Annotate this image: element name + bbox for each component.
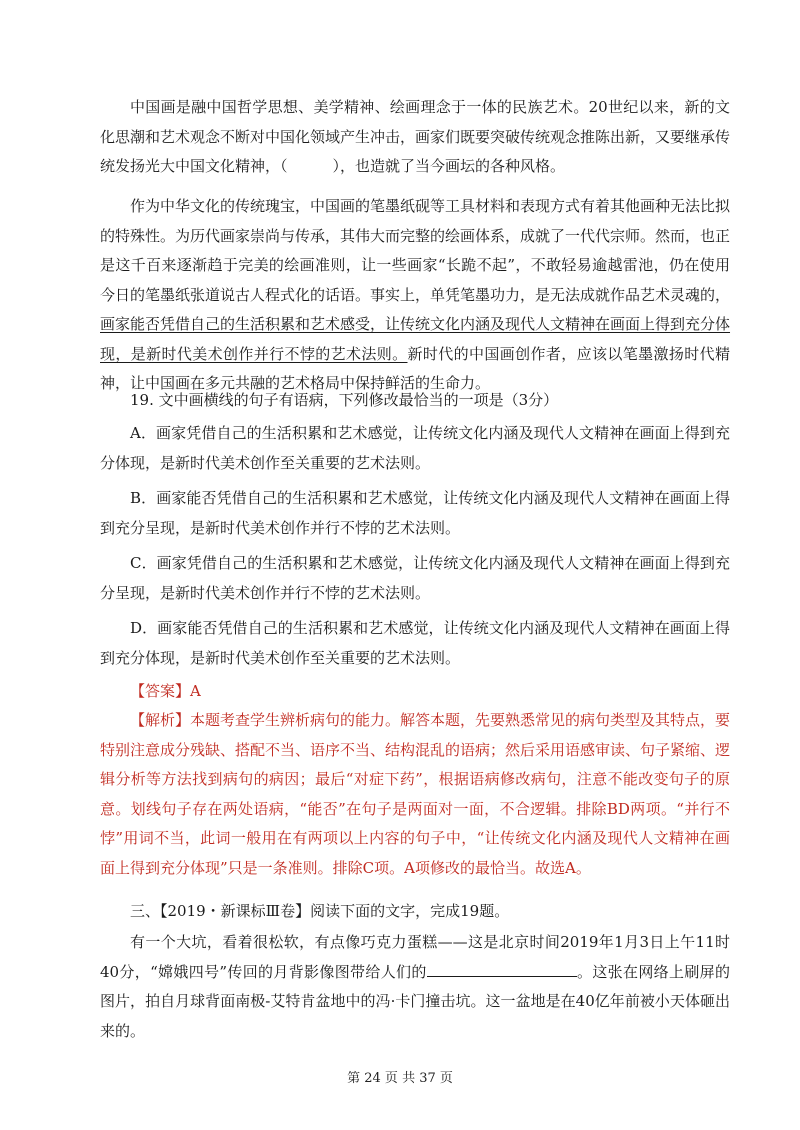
passage-2-ending: 。这张在网络上刷屏的图片，拍自月球背面南极-艾特肯盆地中的冯·卡门撞击坑。这一盆地是在40亿年前被小天体砸出来的。 [100,962,730,1040]
passage-paragraph-2-text: 作为中华文化的传统瑰宝，中国画的笔墨纸砚等工具材料和表现方式有着其他画种无法比拟的特殊性。为历代画家崇尚与传承，其伟大而完整的绘画体系，成就了一代代宗师。然而，也正是这千百来逐渐趋于完美的绘画准则，让一些画家“长跪不起”，不敢轻易逾越雷池，仍在使用今日的笔墨纸张道说古人程式化的话语。事实上，单凭笔墨功力，是无法成就作品艺术灵魂的， [100,197,731,304]
option-d: D．画家能否凭借自己的生活积累和艺术感觉，让传统文化内涵及现代人文精神在画面上得到充分体现，是新时代美术创作至关重要的艺术法则。 [100,619,730,667]
section-heading: 三、【2019・新课标Ⅲ卷】阅读下面的文字，完成19题。 [130,902,510,920]
passage-paragraph-2 [100,192,730,399]
question-stem: 19. 文中画横线的句子有语病，下列修改最恰当的一项是（3分） [130,391,559,409]
passage-paragraph-1: 中国画是融中国哲学思想、美学精神、绘画理念于一体的民族艺术。20世纪以来，新的文化思潮和艺术观念不断对中国化领域产生冲击，画家们既要突破传统观念推陈出新，又要继承传统发扬光大中国文化精神，（ ），也造就了当今画坛的各种风格。 [100,98,731,175]
passage-2-paragraph [100,928,730,1046]
passage-paragraph-2-ending: 新时代的中国画创作者，应该以笔墨激扬时代精神，让中国画在多元共融的艺术格局中保持鲜活的生命力。 [100,344,730,392]
underlined-sentence: 画家能否凭借自己的生活积累和艺术感受，让传统文化内涵及现代人文精神在画面上得到充分体现，是新时代美术创作并行不悖的艺术法则。 [100,315,731,363]
page-footer: 第 24 页 共 37 页 [347,1071,453,1086]
option-c: C．画家凭借自己的生活积累和艺术感觉，让传统文化内涵及现代人文精神在画面上得到充分呈现，是新时代美术创作并行不悖的艺术法则。 [100,554,730,602]
fill-in-blank[interactable] [427,962,577,977]
option-a: A．画家凭借自己的生活积累和艺术感觉，让传统文化内涵及现代人文精神在画面上得到充分体现，是新时代美术创作至关重要的艺术法则。 [100,424,730,472]
passage-2-text: 有一个大坑，看着很松软，有点像巧克力蛋糕——这是北京时间2019年1月3日上午11时40分，“嫦娥四号”传回的月背影像图带给人们的 [100,933,730,981]
answer-line: 【答案】A [130,682,201,700]
option-b: B．画家能否凭借自己的生活积累和艺术感觉，让传统文化内涵及现代人文精神在画面上得到充分呈现，是新时代美术创作并行不悖的艺术法则。 [100,489,730,537]
analysis-paragraph: 【解析】本题考查学生辨析病句的能力。解答本题，先要熟悉常见的病句类型及其特点，要特别注意成分残缺、搭配不当、语序不当、结构混乱的语病；然后采用语感审读、句子紧缩、逻辑分析等方法找到病句的病因；最后“对症下药”，根据语病修改病句，注意不能改变句子的原意。划线句子存在两处语病，“能否”在句子是两面对一面，不合逻辑。排除BD两项。“并行不悖”用词不当，此词一般用在有两项以上内容的句子中，“让传统文化内涵及现代人文精神在画面上得到充分体现”只是一条准则。排除C项。A项修改的最恰当。故选A。 [100,711,731,877]
